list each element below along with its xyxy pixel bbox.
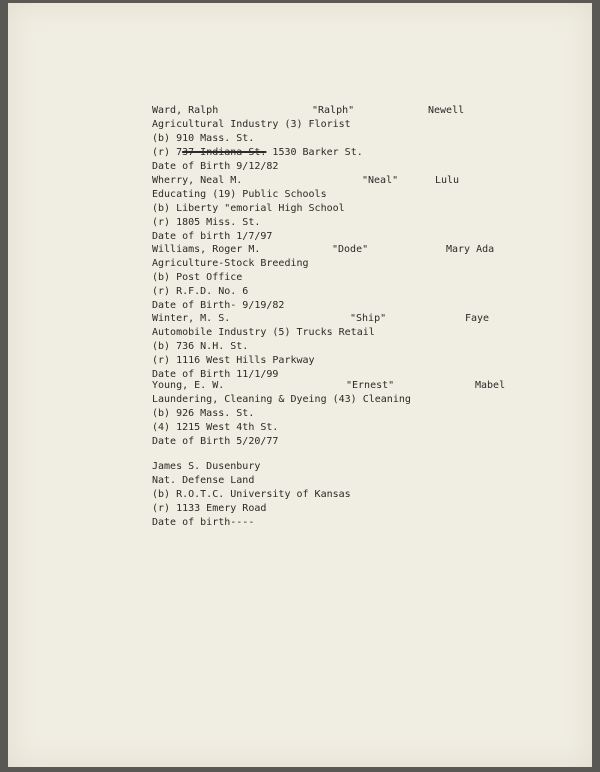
entry-residence-address: (r) 1116 West Hills Parkway bbox=[152, 355, 315, 366]
entry-date-of-birth: Date of birth 1/7/97 bbox=[152, 231, 273, 242]
struck-through-address: 37 Indiana St. bbox=[182, 147, 267, 158]
entry-residence-address: (r) 1805 Miss. St. bbox=[152, 217, 261, 228]
entry-spouse: Newell bbox=[428, 105, 465, 116]
entry-occupation: Laundering, Cleaning & Dyeing (43) Cleaning bbox=[152, 394, 411, 405]
entry-date-of-birth: Date of Birth 11/1/99 bbox=[152, 369, 279, 380]
entry-name-line bbox=[152, 312, 552, 326]
entry-name-line bbox=[152, 174, 552, 188]
entry-name: Ward, Ralph bbox=[152, 105, 219, 116]
entry-residence-address: (r) 1133 Emery Road bbox=[152, 503, 267, 514]
entry-business-address: (b) Liberty "emorial High School bbox=[152, 203, 345, 214]
entry-date-of-birth: Date of birth---- bbox=[152, 517, 255, 528]
entry-name: Winter, M. S. bbox=[152, 313, 231, 324]
entry-nickname: "Ernest" bbox=[346, 380, 395, 391]
residence-prefix: (r) 7 bbox=[152, 147, 183, 158]
entry-occupation: Educating (19) Public Schools bbox=[152, 189, 327, 200]
entry-spouse: Lulu bbox=[435, 175, 460, 186]
entry-residence-address: (4) 1215 West 4th St. bbox=[152, 422, 279, 433]
entry-spouse: Mabel bbox=[475, 380, 506, 391]
entry-date-of-birth: Date of Birth 9/12/82 bbox=[152, 161, 279, 172]
entry-name: Wherry, Neal M. bbox=[152, 175, 243, 186]
entry-business-address: (b) 736 N.H. St. bbox=[152, 341, 249, 352]
entry-name-line bbox=[152, 243, 552, 257]
directory-entry-winter bbox=[152, 312, 552, 382]
entry-nickname: "Neal" bbox=[362, 175, 399, 186]
entry-name-line bbox=[152, 104, 552, 118]
entry-business-address: (b) 910 Mass. St. bbox=[152, 133, 255, 144]
entry-date-of-birth: Date of Birth 5/20/77 bbox=[152, 436, 279, 447]
entry-occupation: Agriculture-Stock Breeding bbox=[152, 258, 309, 269]
entry-name: James S. Dusenbury bbox=[152, 461, 261, 472]
document-page bbox=[8, 3, 592, 767]
entry-business-address: (b) Post Office bbox=[152, 272, 243, 283]
directory-entry-wherry bbox=[152, 174, 552, 244]
entry-residence-address: (r) R.F.D. No. 6 bbox=[152, 286, 249, 297]
entry-occupation: Automobile Industry (5) Trucks Retail bbox=[152, 327, 375, 338]
entry-spouse: Mary Ada bbox=[446, 244, 495, 255]
entry-name: Young, E. W. bbox=[152, 380, 225, 391]
directory-entry-young bbox=[152, 379, 552, 449]
entry-spouse: Faye bbox=[465, 313, 490, 324]
entry-occupation: Nat. Defense Land bbox=[152, 475, 255, 486]
entry-business-address: (b) 926 Mass. St. bbox=[152, 408, 255, 419]
entry-name: Williams, Roger M. bbox=[152, 244, 261, 255]
directory-entry-dusenbury bbox=[152, 460, 552, 530]
entry-occupation: Agricultural Industry (3) Florist bbox=[152, 119, 351, 130]
entry-business-address: (b) R.O.T.C. University of Kansas bbox=[152, 489, 351, 500]
directory-entry-ward bbox=[152, 104, 552, 174]
entry-nickname: "Ship" bbox=[350, 313, 387, 324]
residence-rest: 1530 Barker St. bbox=[266, 147, 363, 158]
entry-nickname: "Ralph" bbox=[312, 105, 355, 116]
entry-name-line bbox=[152, 460, 552, 474]
entry-nickname: "Dode" bbox=[332, 244, 369, 255]
directory-entry-williams bbox=[152, 243, 552, 313]
entry-residence-address bbox=[152, 146, 552, 160]
entry-date-of-birth: Date of Birth- 9/19/82 bbox=[152, 300, 285, 311]
entry-name-line bbox=[152, 379, 552, 393]
